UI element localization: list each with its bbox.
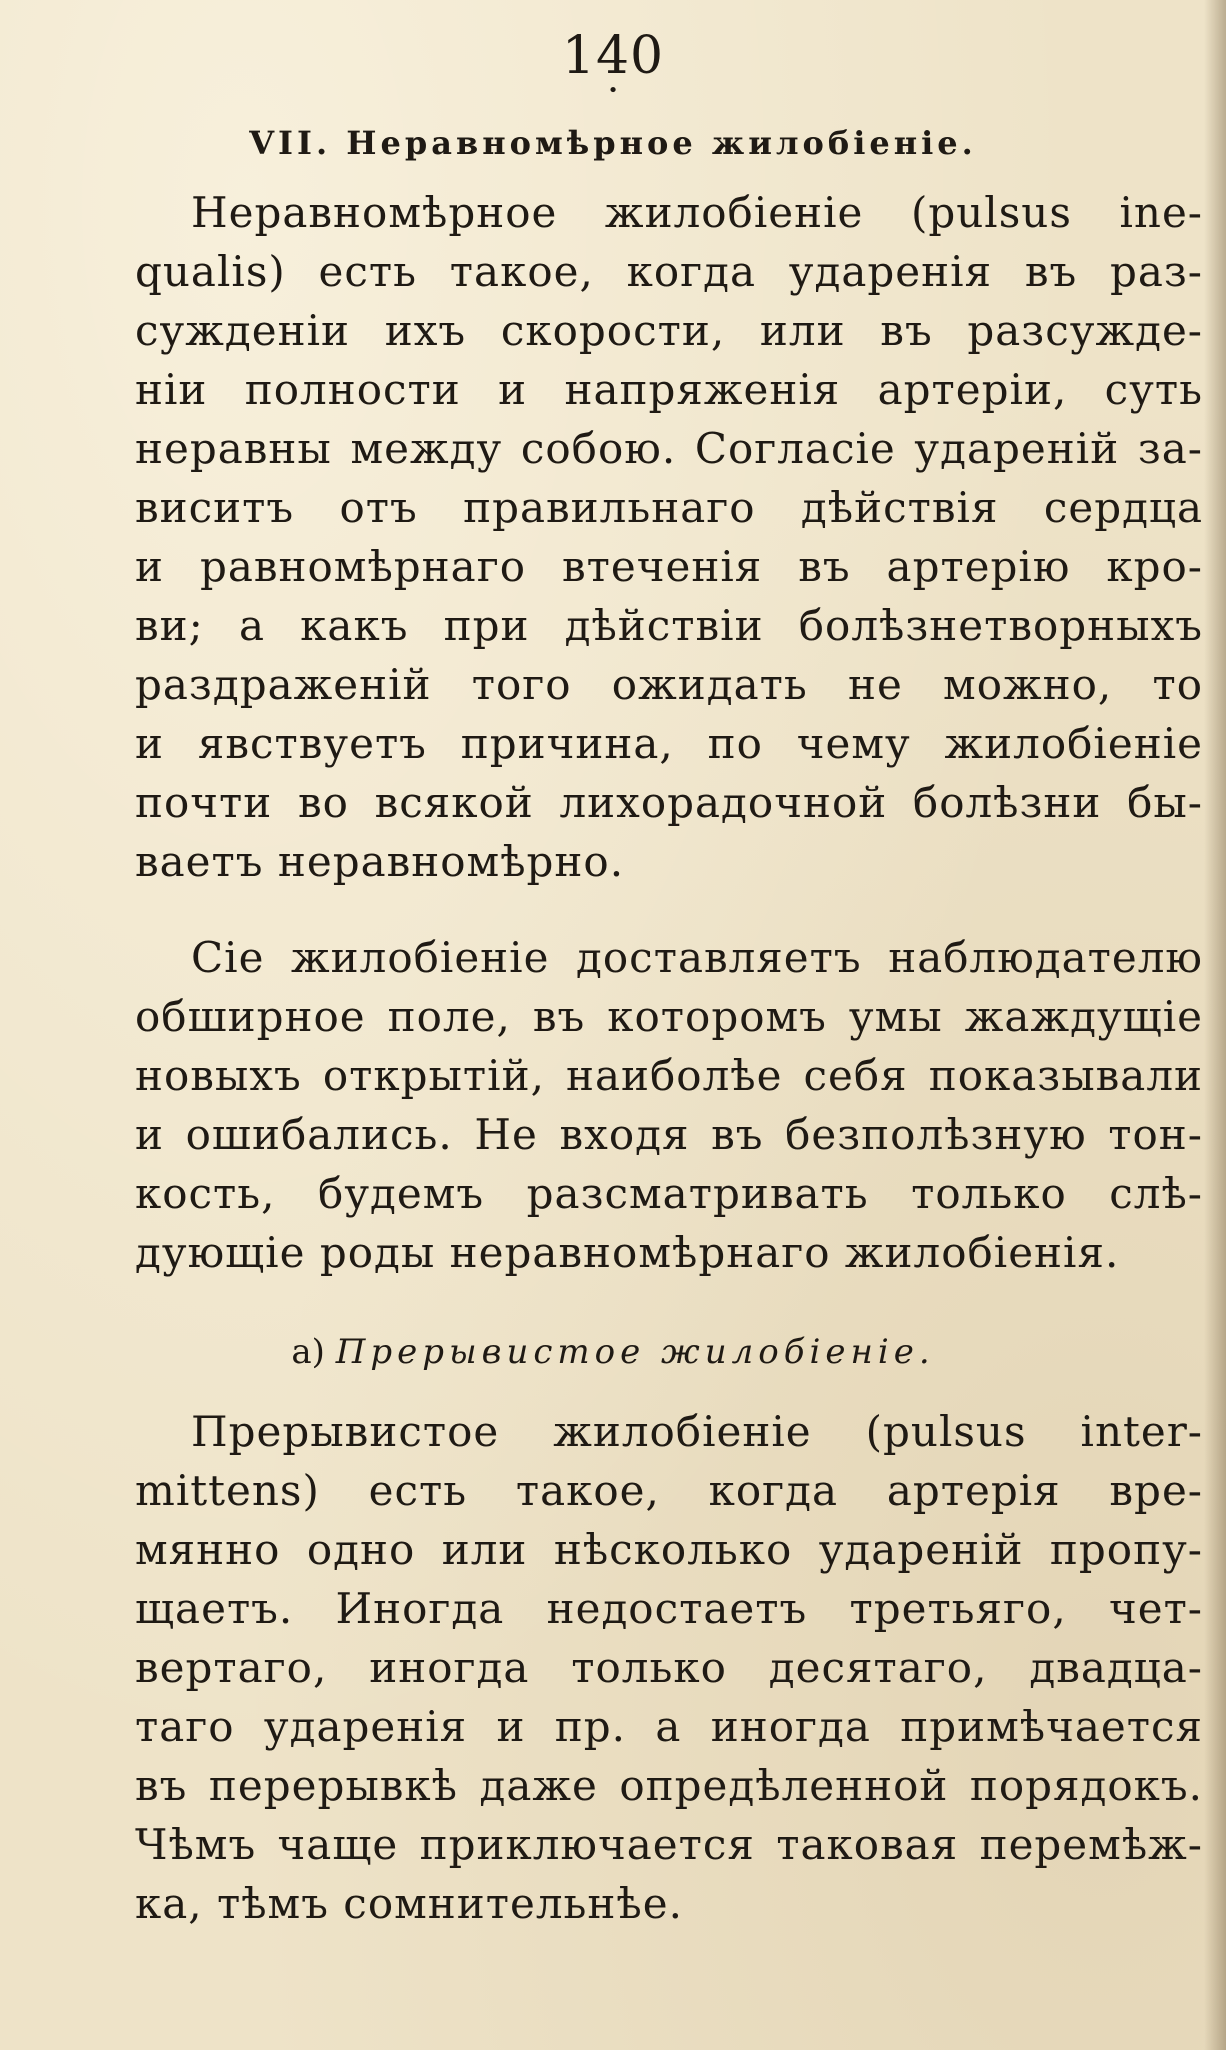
paragraph-line: обширное поле, въ которомъ умы жаждущіе xyxy=(135,992,1203,1041)
paragraph-line: таго ударенія и пр. а иногда примѣчается xyxy=(135,1702,1203,1751)
paragraph-line: виситъ отъ правильнаго дѣйствія сердца xyxy=(135,483,1203,532)
paragraph-line: mittens) есть такое, когда артерія вре- xyxy=(135,1466,1203,1515)
paragraph-line: и равномѣрнаго втеченія въ артерію кро- xyxy=(135,542,1203,591)
subsection-title: Прерывистое жилобіеніе. xyxy=(335,1332,935,1372)
paragraph-line: щаетъ. Иногда недостаетъ третьяго, чет- xyxy=(135,1584,1203,1633)
paragraph-line: новыхъ открытiй, наиболѣе себя показывали xyxy=(135,1051,1203,1100)
paragraph-line: Прерывистое жилобіеніе (pulsus inter- xyxy=(191,1407,1203,1456)
paragraph-line: неравны между собою. Согласіе ударенiй за- xyxy=(135,424,1203,473)
paragraph-line: въ перерывкѣ даже опредѣленной порядокъ. xyxy=(135,1761,1203,1810)
paragraph-line: раздраженiй того ожидать не можно, то xyxy=(135,660,1203,709)
paragraph-line: вертаго, иногда только десятаго, двадца- xyxy=(135,1643,1203,1692)
paragraph-line: Чѣмъ чаще приключается таковая перемѣж- xyxy=(135,1820,1203,1869)
paragraph-line: и ошибались. Не входя въ безполѣзную тон- xyxy=(135,1110,1203,1159)
paragraph-1 xyxy=(135,183,1203,891)
paragraph-line: сужденіи ихъ скорости, или въ разсужде- xyxy=(135,306,1203,355)
paragraph-line: кость, будемъ разсматривать только слѣ- xyxy=(135,1169,1203,1218)
paragraph-2 xyxy=(135,928,1203,1282)
subsection-heading xyxy=(0,1332,1226,1372)
paragraph-line: и явствуетъ причина, по чему жилобіеніе xyxy=(135,719,1203,768)
paragraph-line: ви; а какъ при дѣйствіи болѣзнетворныхъ xyxy=(135,601,1203,650)
paragraph-line: Сіе жилобіеніе доставляетъ наблюдателю xyxy=(191,933,1203,982)
ornament-mark: • xyxy=(607,80,619,101)
paragraph-line: qualis) есть такое, когда ударенія въ раз- xyxy=(135,247,1203,296)
paragraph-line: почти во всякой лихорадочной болѣзни бы- xyxy=(135,778,1203,827)
paragraph-line: Неравномѣрное жилобіеніе (pulsus ine- xyxy=(191,188,1203,237)
section-heading: VII. Неравномѣрное жилобіеніе. xyxy=(249,124,977,162)
paragraph-line: дующіе роды неравномѣрнаго жилобіенія. xyxy=(135,1228,1120,1277)
paragraph-line: мянно одно или нѣсколько ударенiй пропу- xyxy=(135,1525,1203,1574)
page-number: 140 xyxy=(561,26,665,86)
paragraph-3 xyxy=(135,1402,1203,1933)
paragraph-line: ка, тѣмъ сомнительнѣе. xyxy=(135,1879,683,1928)
subsection-marker: а) xyxy=(291,1332,325,1372)
page-edge-shadow xyxy=(1204,0,1226,2050)
paragraph-line: ніи полности и напряженія артеріи, суть xyxy=(135,365,1203,414)
paragraph-line: ваетъ неравномѣрно. xyxy=(135,837,625,886)
